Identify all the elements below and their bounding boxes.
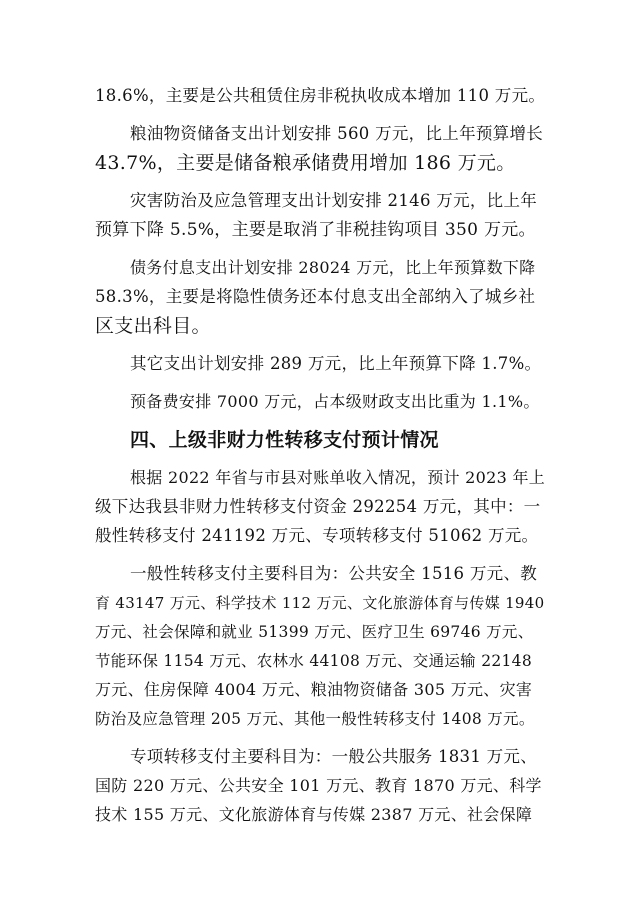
paragraph-line: 技术 155 万元、文化旅游体育与传媒 2387 万元、社会保障 [95,805,533,824]
paragraph-line: 万元、社会保障和就业 51399 万元、医疗卫生 69746 万元、 [95,623,534,641]
paragraph-line: 根据 2022 年省与市县对账单收入情况，预计 2023 年上 [130,468,545,487]
paragraph-line: 防治及应急管理 205 万元、其他一般性转移支付 1408 万元。 [95,710,535,728]
paragraph-line: 育 43147 万元、科学技术 112 万元、文化旅游体育与传媒 1940 [95,594,545,612]
paragraph-line: 区支出科目。 [95,315,211,337]
paragraph-line: 43.7%，主要是储备粮承储费用增加 186 万元。 [95,152,516,174]
paragraph-line: 粮油物资储备支出计划安排 560 万元，比上年预算增长 [130,124,544,143]
paragraph-line: 一般性转移支付主要科目为：公共安全 1516 万元、教 [130,564,538,583]
paragraph-line: 万元、住房保障 4004 万元、粮油物资储备 305 万元、灾害 [95,680,533,699]
paragraph-line: 债务付息支出计划安排 28024 万元，比上年预算数下降 [130,258,536,277]
paragraph-line: 节能环保 1154 万元、农林水 44108 万元、交通运输 22148 [95,652,532,670]
paragraph-line: 58.3%，主要是将隐性债务还本付息支出全部纳入了城乡社 [95,287,536,306]
paragraph-line: 预算下降 5.5%，主要是取消了非税挂钩项目 350 万元。 [95,220,536,240]
paragraph-line: 预备费安排 7000 万元，占本级财政支出比重为 1.1%。 [130,392,540,411]
section-heading: 四、上级非财力性转移支付预计情况 [130,429,439,451]
paragraph-line: 其它支出计划安排 289 万元，比上年预算下降 1.7%。 [130,354,542,373]
paragraph-line: 灾害防治及应急管理支出计划安排 2146 万元，比上年 [130,191,538,210]
paragraph-line: 国防 220 万元、公共安全 101 万元、教育 1870 万元、科学 [95,776,542,795]
paragraph-line: 般性转移支付 241192 万元、专项转移支付 51062 万元。 [95,526,539,545]
paragraph-line: 专项转移支付主要科目为：一般公共服务 1831 万元、 [130,747,538,766]
paragraph-line: 18.6%，主要是公共租赁住房非税执收成本增加 110 万元。 [95,86,545,105]
paragraph-line: 级下达我县非财力性转移支付资金 292254 万元，其中：一 [95,497,541,516]
